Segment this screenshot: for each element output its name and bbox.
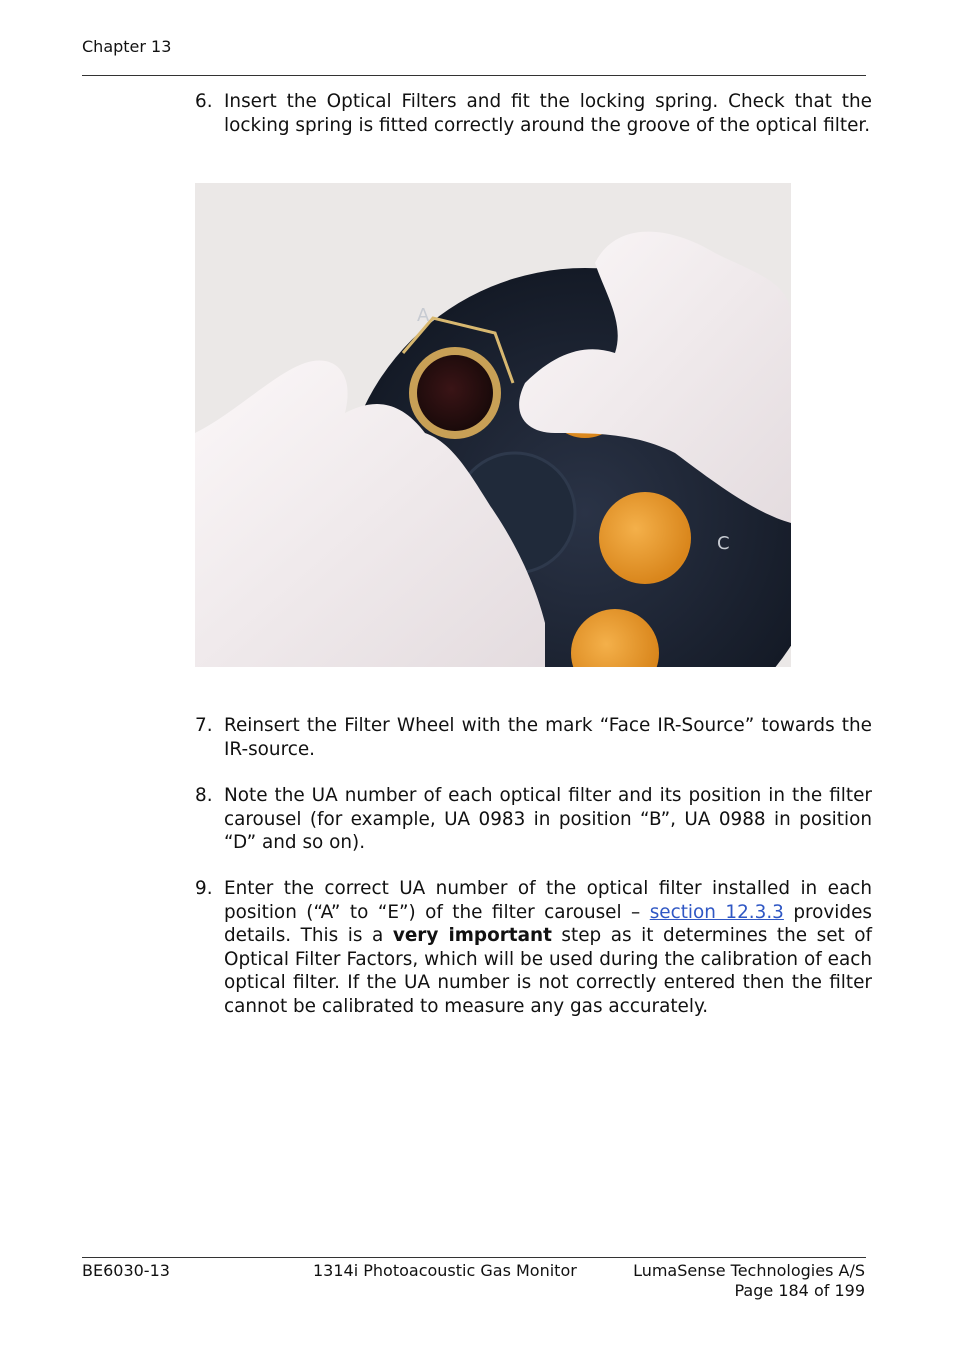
filter-a-glass [417, 355, 493, 431]
footer-page-number: Page 184 of 199 [734, 1280, 865, 1300]
footer-rule [82, 1257, 866, 1258]
step-number: 6. [195, 91, 213, 112]
step-text-part: Enter the correct UA number of the optical filter installed in each position (“A” to “E”) of the filter carousel – [224, 878, 872, 923]
wheel-label-c: C [717, 533, 730, 554]
wheel-label-a: A [417, 305, 430, 326]
step-number: 9. [195, 878, 213, 899]
step-text: Reinsert the Filter Wheel with the mark “Face IR-Source” towards the IR-source. [224, 715, 872, 760]
step-text: Note the UA number of each optical filter and its position in the filter carousel (for example, UA 0983 in position “B”, UA 0988 in position “D” and so on). [224, 785, 872, 853]
step-number: 8. [195, 785, 213, 806]
emphasis-text: very important [392, 925, 552, 946]
step-text [224, 877, 872, 1018]
step-8 [195, 784, 872, 855]
section-link[interactable]: section 12.3.3 [649, 901, 784, 923]
step-number: 7. [195, 715, 213, 736]
filter-c [599, 492, 691, 584]
step-text: Insert the Optical Filters and fit the locking spring. Check that the locking spring is fitted correctly around the groove of the optical filter. [224, 91, 872, 136]
footer-product: 1314i Photoacoustic Gas Monitor [313, 1261, 577, 1280]
filter-wheel-photo [195, 183, 791, 667]
header-rule [82, 75, 866, 76]
footer-company-page [560, 1261, 865, 1300]
step-7 [195, 714, 872, 761]
chapter-header: Chapter 13 [82, 37, 172, 56]
footer-company: LumaSense Technologies A/S [633, 1261, 865, 1280]
footer-doc-id: BE6030-13 [82, 1261, 170, 1280]
step-6 [195, 90, 872, 137]
step-text-part: step as it determines the set of Optical Filter Factors, which will be used during the calibration of each optical filter. If the UA number is not correctly entered then the filter cannot be calibrated to measure any gas accurately. [224, 925, 872, 1017]
step-9 [195, 877, 872, 1018]
step-text-part: provides details. This is a [224, 901, 872, 946]
filter-wheel-illustration [195, 183, 791, 667]
